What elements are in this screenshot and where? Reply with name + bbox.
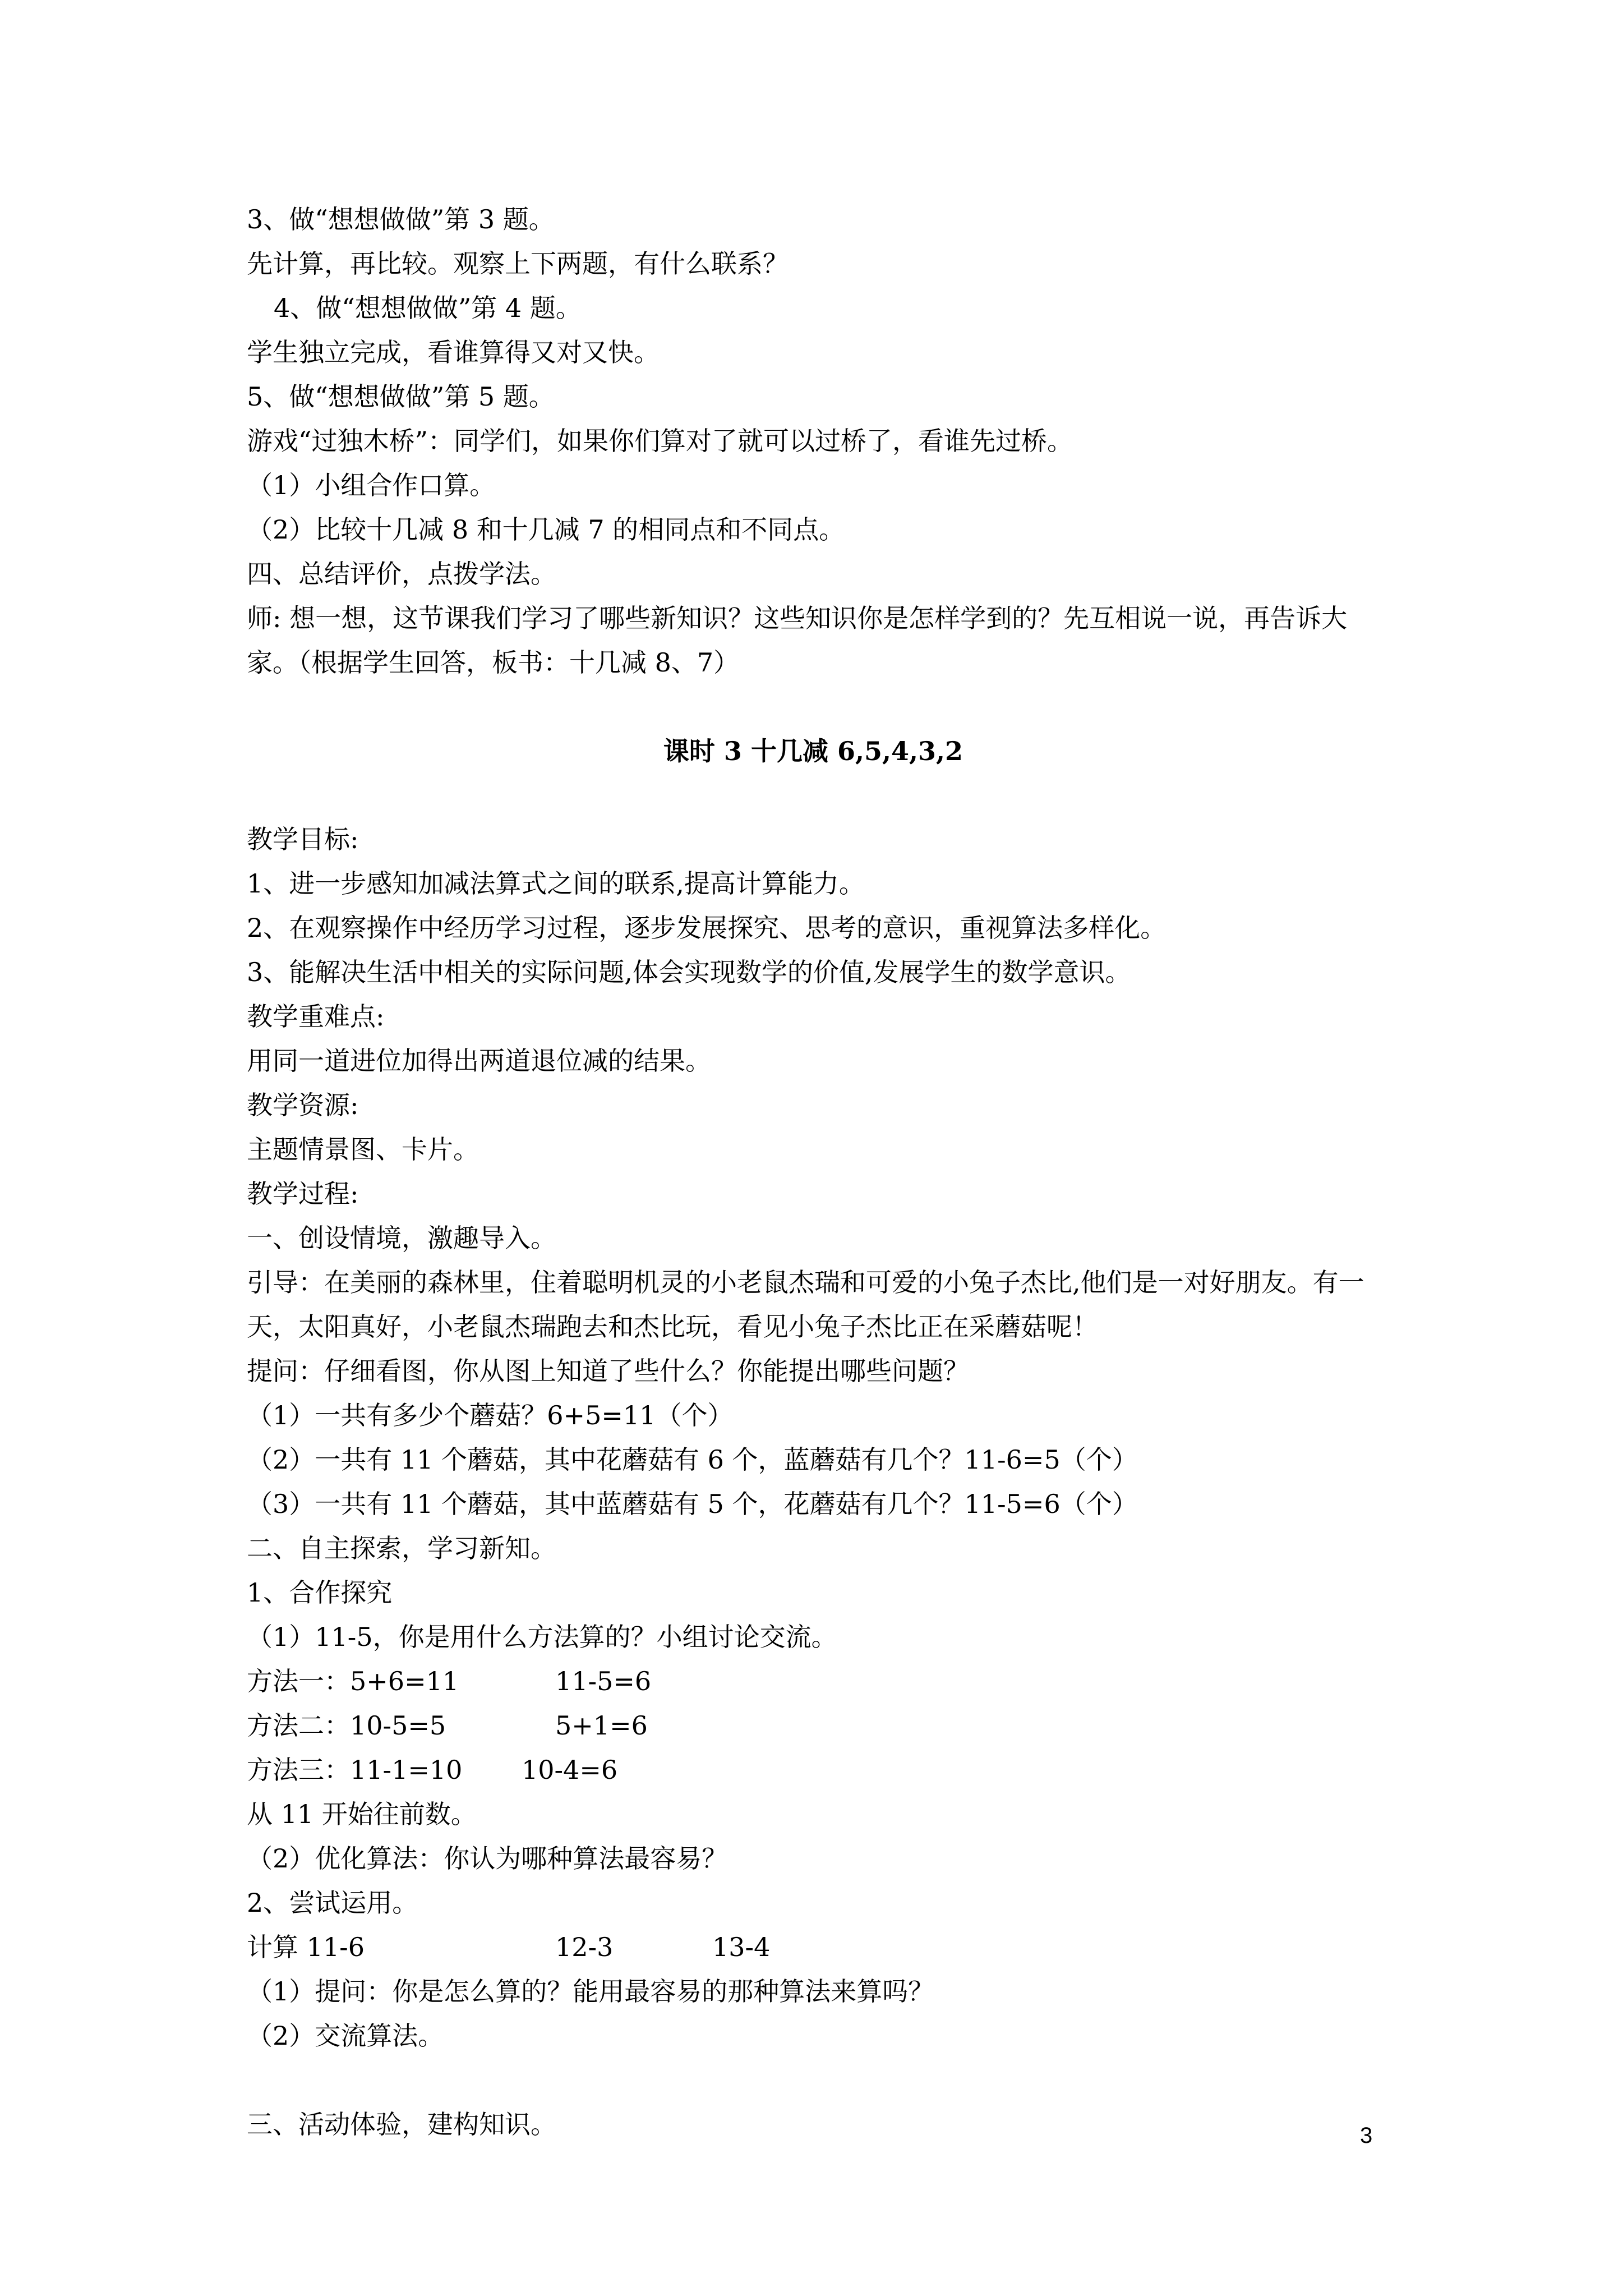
text-line: 一、创设情境，激趣导入。 bbox=[247, 1223, 556, 1253]
text-line: （1）11-5，你是用什么方法算的？小组讨论交流。 bbox=[247, 1622, 837, 1652]
method-label: 方法一：5+6=11 bbox=[247, 1666, 459, 1696]
page-number: 3 bbox=[1360, 2123, 1373, 2148]
text-line: 教学过程: bbox=[247, 1179, 359, 1209]
calc-item: 13-4 bbox=[712, 1932, 771, 1962]
method-result: 5+1=6 bbox=[555, 1710, 648, 1741]
text-line: 教学资源: bbox=[247, 1090, 359, 1120]
method-row bbox=[247, 1704, 1380, 1748]
text-line: （2）比较十几减 8 和十几减 7 的相同点和不同点。 bbox=[247, 514, 845, 545]
text-line: 5、做“想想做做”第 5 题。 bbox=[247, 381, 555, 412]
method-label: 方法三：11-1=10 bbox=[247, 1755, 463, 1785]
method-label: 方法二：10-5=5 bbox=[247, 1710, 446, 1741]
document-content bbox=[247, 197, 1380, 2147]
text-line: 四、总结评价，点拨学法。 bbox=[247, 559, 556, 589]
calc-row bbox=[247, 1925, 1380, 1970]
text-line: 提问：仔细看图，你从图上知道了些什么？你能提出哪些问题？ bbox=[247, 1356, 969, 1386]
text-line: 1、合作探究 bbox=[247, 1577, 393, 1608]
text-line: 二、自主探索，学习新知。 bbox=[247, 1533, 556, 1563]
text-line: （2）一共有 11 个蘑菇，其中花蘑菇有 6 个，蓝蘑菇有几个？11-6=5（个） bbox=[247, 1444, 1138, 1475]
method-row bbox=[247, 1659, 1380, 1704]
text-line: 3、做“想想做做”第 3 题。 bbox=[247, 204, 555, 234]
method-result: 11-5=6 bbox=[555, 1666, 652, 1696]
text-line: （1）一共有多少个蘑菇？6+5=11（个） bbox=[247, 1400, 734, 1430]
text-line: 教学目标: bbox=[247, 824, 359, 854]
text-line: （1）小组合作口算。 bbox=[247, 470, 496, 500]
text-line: 3、能解决生活中相关的实际问题,体会实现数学的价值,发展学生的数学意识。 bbox=[247, 957, 1131, 987]
calc-item: 计算 11-6 bbox=[247, 1932, 365, 1962]
text-line: （2）交流算法。 bbox=[247, 2021, 444, 2051]
section-heading: 三、活动体验，建构知识。 bbox=[247, 2109, 556, 2139]
text-line: 4、做“想想做做”第 4 题。 bbox=[274, 293, 582, 323]
text-line: 用同一道进位加得出两道退位减的结果。 bbox=[247, 1046, 711, 1076]
method-row bbox=[247, 1748, 1380, 1792]
blank-line bbox=[247, 2058, 1380, 2102]
text-line: 学生独立完成，看谁算得又对又快。 bbox=[247, 337, 660, 367]
text-paragraph: 师: 想一想，这节课我们学习了哪些新知识？这些知识你是怎样学到的？先互相说一说，再告诉大家。（根据学生回答，板书：十几减 8、7） bbox=[247, 603, 1348, 678]
calc-item: 12-3 bbox=[555, 1932, 614, 1962]
text-line: 游戏“过独木桥”：同学们，如果你们算对了就可以过桥了，看谁先过桥。 bbox=[247, 426, 1073, 456]
text-line: 主题情景图、卡片。 bbox=[247, 1134, 479, 1165]
text-line: 2、尝试运用。 bbox=[247, 1888, 418, 1918]
text-line: （3）一共有 11 个蘑菇，其中蓝蘑菇有 5 个，花蘑菇有几个？11-5=6（个） bbox=[247, 1489, 1138, 1519]
text-line: 先计算，再比较。观察上下两题，有什么联系？ bbox=[247, 249, 789, 279]
text-line: 从 11 开始往前数。 bbox=[247, 1799, 477, 1829]
text-line: （2）优化算法：你认为哪种算法最容易？ bbox=[247, 1843, 728, 1874]
method-result: 10-4=6 bbox=[522, 1755, 618, 1785]
text-line: 2、在观察操作中经历学习过程，逐步发展探究、思考的意识，重视算法多样化。 bbox=[247, 913, 1166, 943]
lesson-title: 课时 3 十几减 6,5,4,3,2 bbox=[663, 736, 963, 766]
text-paragraph: 引导：在美丽的森林里，住着聪明机灵的小老鼠杰瑞和可爱的小兔子杰比,他们是一对好朋友。有一天，太阳真好，小老鼠杰瑞跑去和杰比玩，看见小兔子杰比正在采蘑菇呢！ bbox=[247, 1267, 1364, 1342]
text-line: 1、进一步感知加减法算式之间的联系,提高计算能力。 bbox=[247, 868, 865, 899]
text-line: （1）提问：你是怎么算的？能用最容易的那种算法来算吗？ bbox=[247, 1976, 934, 2007]
text-line: 教学重难点: bbox=[247, 1001, 385, 1032]
